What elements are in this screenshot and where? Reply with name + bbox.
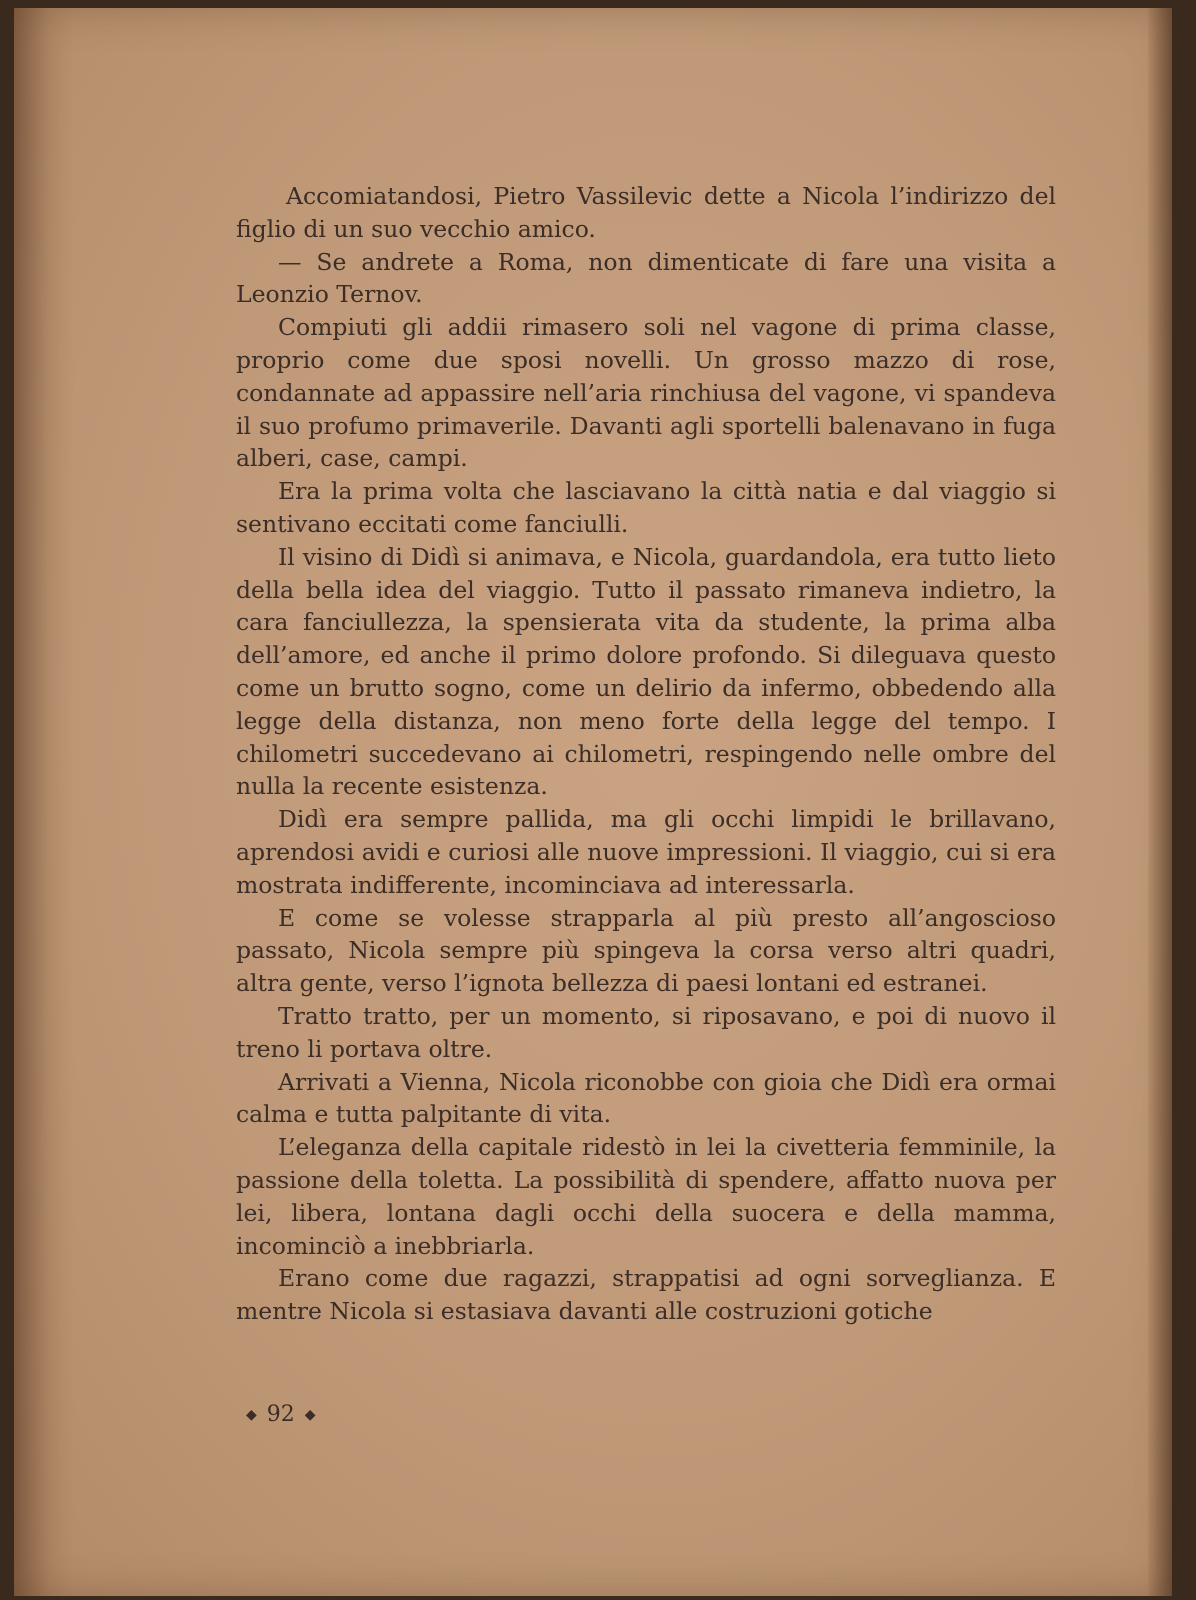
page-number-value: 92	[266, 1402, 295, 1427]
paragraph: Accomiatandosi, Pietro Vassilevic dette a Nicola l’indirizzo del figlio di un suo vecchio amico.	[236, 182, 1056, 243]
book-page	[14, 8, 1172, 1596]
paragraph: Didì era sempre pallida, ma gli occhi limpidi le brillavano, aprendosi avidi e curiosi alle nuove impressioni. Il viaggio, cui si era mostrata indifferente, incominciava ad interessarla.	[236, 805, 1056, 899]
ornament-right: ◆	[304, 1406, 316, 1423]
paragraph: Il visino di Didì si animava, e Nicola, guardandola, era tutto lieto della bella idea del viaggio. Tutto il passato rimaneva indietro, la cara fanciullezza, la spensierata vita da studente, la prima alba dell’amore, ed anche il primo dolore profondo. Si dileguava questo come un brutto sogno, come un delirio da infermo, obbedendo alla legge della distanza, non meno forte della legge del tempo. I chilometri succedevano ai chilometri, respingendo nelle ombre del nulla la recente esistenza.	[236, 542, 1056, 801]
paragraph: — Se andrete a Roma, non dimenticate di fare una visita a Leonzio Ternov.	[236, 247, 1056, 309]
paragraph: Tratto tratto, per un momento, si riposavano, e poi di nuovo il treno li portava oltre.	[236, 1001, 1056, 1063]
paragraph: Compiuti gli addii rimasero soli nel vagone di prima classe, proprio come due sposi novelli. Un grosso mazzo di rose, condannate ad appassire nell’aria rinchiusa del vagone, vi spandeva il suo profumo primaverile. Davanti agli sportelli balenavano in fuga alberi, case, campi.	[236, 313, 1056, 473]
page-number	[246, 1402, 316, 1427]
paragraph: E come se volesse strapparla al più presto all’angoscioso passato, Nicola sempre più spingeva la corsa verso altri quadri, altra gente, verso l’ignota bellezza di paesi lontani ed estranei.	[236, 903, 1056, 998]
body-text	[236, 180, 1056, 1328]
ornament-left: ◆	[246, 1406, 257, 1423]
paragraph: Erano come due ragazzi, strappatisi ad ogni sorveglianza. E mentre Nicola si estasiava davanti alle costruzioni gotiche	[236, 1264, 1056, 1326]
page-edge-shadow	[1148, 8, 1172, 1596]
paragraph: Era la prima volta che lasciavano la città natia e dal viaggio si sentivano eccitati come fanciulli.	[236, 477, 1056, 538]
page-gutter-shadow	[14, 8, 74, 1596]
paragraph: L’eleganza della capitale ridestò in lei la civetteria femminile, la passione della toletta. La possibilità di spendere, affatto nuova per lei, libera, lontana dagli occhi della suocera e della mamma, incominciò a inebbriarla.	[236, 1133, 1056, 1260]
paragraph: Arrivati a Vienna, Nicola riconobbe con gioia che Didì era ormai calma e tutta palpitante di vita.	[236, 1067, 1056, 1129]
